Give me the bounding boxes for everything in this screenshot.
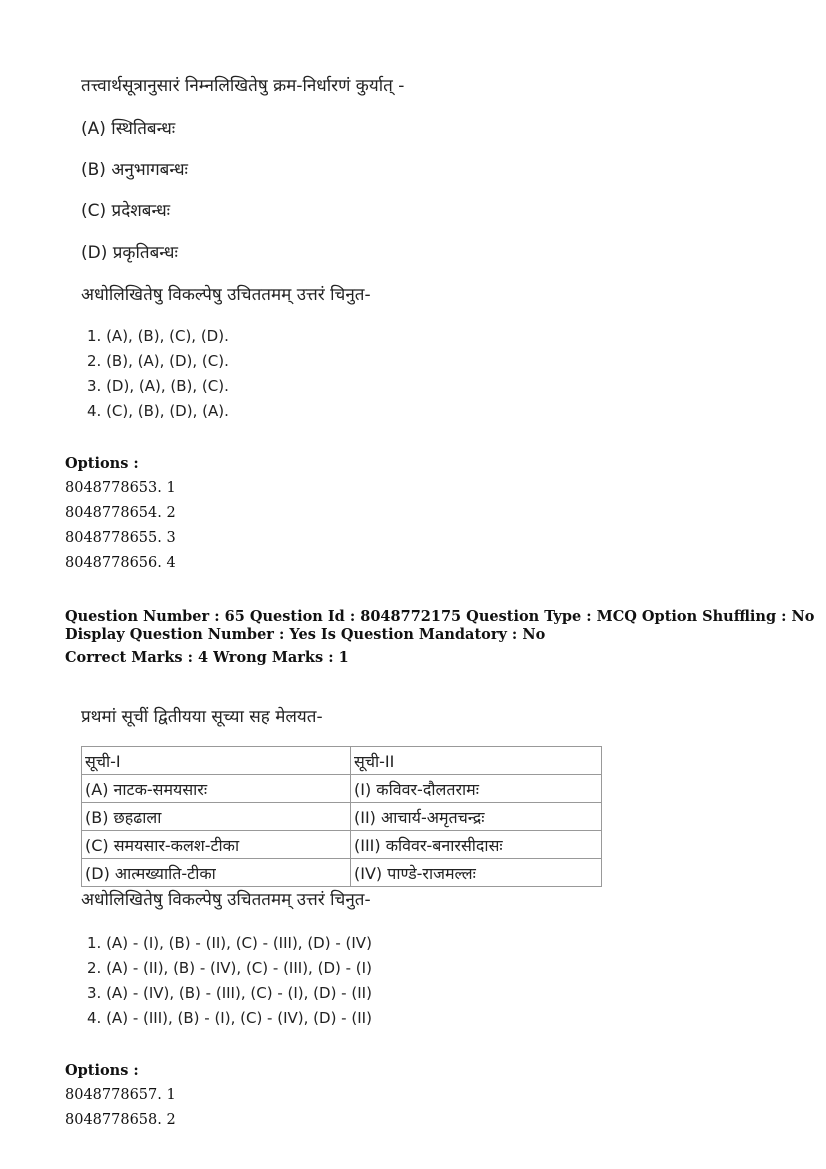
q64-option-4: 8048778656. 4: [65, 555, 176, 571]
q65-meta-line1: Question Number : 65 Question Id : 8048772175 Question Type : MCQ Option Shuffling : No: [65, 608, 815, 625]
q64-item-c: (C) प्रदेशबन्धः: [81, 201, 171, 221]
table-cell: (C) समयसार-कलश-टीका: [82, 831, 351, 859]
q65-meta-line3: Correct Marks : 4 Wrong Marks : 1: [65, 649, 349, 666]
q64-option-3: 8048778655. 3: [65, 530, 176, 546]
q64-item-d: (D) प्रकृतिबन्धः: [81, 243, 178, 263]
table-cell: (IV) पाण्डे-राजमल्लः: [351, 859, 602, 887]
q64-item-b: (B) अनुभागबन्धः: [81, 160, 188, 180]
q65-instruction: अधोलिखितेषु विकल्पेषु उचिततमम् उत्तरं चिनुत-: [81, 890, 371, 910]
table-cell: (A) नाटक-समयसारः: [82, 775, 351, 803]
q64-stem: तत्त्वार्थसूत्रानुसारं निम्नलिखितेषु क्रम-निर्धारणं कुर्यात् -: [81, 76, 405, 96]
q65-meta-line2: Display Question Number : Yes Is Question Mandatory : No: [65, 626, 546, 643]
table-row: [82, 747, 602, 775]
q64-option-2: 8048778654. 2: [65, 505, 176, 521]
table-cell: (I) कविवर-दौलतरामः: [351, 775, 602, 803]
q65-choice-3: 3. (A) - (IV), (B) - (III), (C) - (I), (D) - (II): [87, 984, 372, 1002]
table-cell: (B) छहढाला: [82, 803, 351, 831]
q64-item-a: (A) स्थितिबन्धः: [81, 119, 176, 139]
q64-options-label: Options :: [65, 455, 139, 472]
table-cell: (III) कविवर-बनारसीदासः: [351, 831, 602, 859]
table-row: [82, 831, 602, 859]
match-table: [81, 746, 602, 887]
q65-choice-2: 2. (A) - (II), (B) - (IV), (C) - (III), (D) - (I): [87, 959, 372, 977]
q65-option-2: 8048778658. 2: [65, 1112, 176, 1128]
table-row: [82, 803, 602, 831]
q64-choice-2: 2. (B), (A), (D), (C).: [87, 352, 229, 370]
table-cell: (D) आत्मख्याति-टीका: [82, 859, 351, 887]
table-header-1: सूची-I: [82, 747, 351, 775]
q65-option-1: 8048778657. 1: [65, 1087, 176, 1103]
table-header-2: सूची-II: [351, 747, 602, 775]
q65-options-label: Options :: [65, 1062, 139, 1079]
q64-option-1: 8048778653. 1: [65, 480, 176, 496]
table-row: [82, 775, 602, 803]
q65-stem: प्रथमां सूचीं द्वितीयया सूच्या सह मेलयत-: [81, 707, 323, 727]
q65-choice-4: 4. (A) - (III), (B) - (I), (C) - (IV), (D) - (II): [87, 1009, 372, 1027]
q64-instruction: अधोलिखितेषु विकल्पेषु उचिततमम् उत्तरं चिनुत-: [81, 285, 371, 305]
q64-choice-4: 4. (C), (B), (D), (A).: [87, 402, 229, 420]
q64-choice-1: 1. (A), (B), (C), (D).: [87, 327, 229, 345]
q64-choice-3: 3. (D), (A), (B), (C).: [87, 377, 229, 395]
table-cell: (II) आचार्य-अमृतचन्द्रः: [351, 803, 602, 831]
table-row: [82, 859, 602, 887]
q65-choice-1: 1. (A) - (I), (B) - (II), (C) - (III), (D) - (IV): [87, 934, 372, 952]
